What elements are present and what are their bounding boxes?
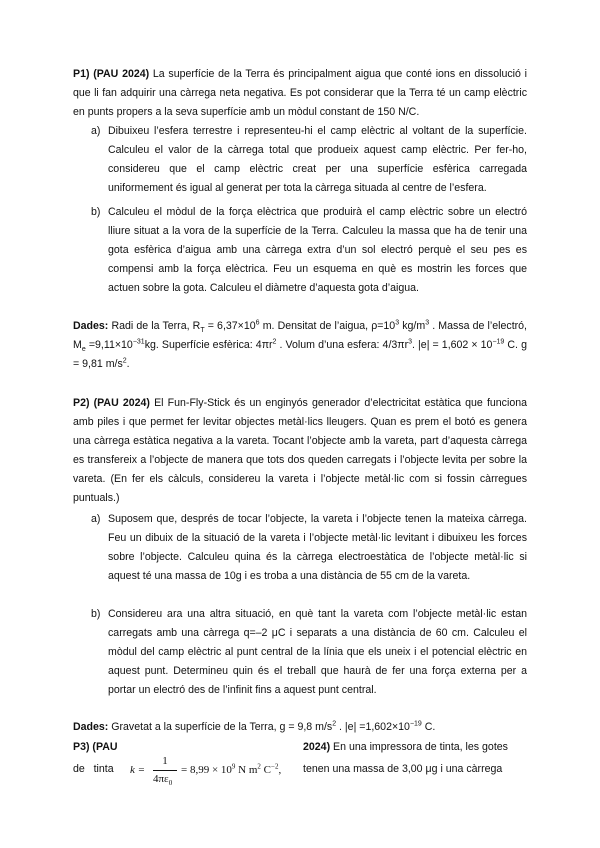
p2-dades [73, 718, 527, 737]
p2-item-b-label: b) [91, 608, 101, 620]
p3-heading-left [73, 738, 118, 757]
p3-heading: P3) (PAU [73, 741, 118, 753]
p2-dades-label: Dades: [73, 721, 109, 733]
p2-dades-part: C. [421, 721, 436, 733]
p1-intro-text: La superfície de la Terra és principalment aigua que conté ions en dissolució i que li fan adquirir una càrrega neta negativa. Es pot considerar que la Terra té un camp elèctric en punts propers a la seva superfície amb un mòdul constant de 150 N/C. [73, 68, 527, 119]
p1-dades [73, 317, 527, 374]
p3-line2-right: tenen una massa de 3,00 μg i una càrrega [303, 763, 503, 775]
p1-dades-part: =9,11×10 [85, 339, 133, 352]
p2-dades-part: 2 [332, 720, 337, 728]
p2-dades-part: . |e| =1,602×10 [336, 721, 410, 733]
formula-units2: C [260, 764, 272, 776]
p1-dades-part: kg. Superfície esfèrica: 4πr [144, 339, 273, 352]
p1-item-b-label: b) [91, 206, 101, 218]
p1-dades-part: 2 [272, 338, 277, 346]
p1-dades-part: . Massa de l’electró, M [73, 320, 528, 352]
p3-line1 [303, 738, 527, 757]
p2-intro [73, 394, 527, 509]
p1-heading: P1) (PAU 2024) [73, 68, 150, 80]
p1-dades-part: 3 [425, 319, 430, 327]
p1-dades-part: . |e| = 1,602 × 10 [412, 339, 493, 352]
p1-dades-part: 6 [255, 319, 260, 327]
formula-comma: , [278, 764, 282, 776]
p1-dades-part: 3 [408, 338, 413, 346]
p1-dades-part: . [126, 358, 130, 371]
p1-dades-part: kg/m [399, 320, 426, 332]
fraction-bar [153, 770, 177, 771]
formula-units-exp2: −2 [271, 762, 279, 771]
formula-units-exp1: 2 [257, 762, 261, 771]
formula-den-sub: 0 [168, 779, 173, 788]
formula-rhs-exp: 9 [231, 762, 236, 771]
formula-rhs-text: = 8,99 × 10 [181, 764, 232, 776]
p1-item-b [93, 203, 527, 298]
p2-dades-part: −19 [409, 720, 422, 728]
p1-dades-part: = 6,37×10 [204, 320, 256, 332]
formula-den-text: 4πε [153, 773, 169, 785]
p1-dades-text: Radi de la Terra, R [108, 320, 201, 332]
p1-dades-part: e [81, 346, 86, 354]
p1-dades-label: Dades: [73, 320, 109, 332]
p2-dades-part: Gravetat a la superfície de la Terra, g = 9,8 m/s [108, 721, 333, 733]
formula-units: N m [235, 764, 258, 776]
p2-intro-text: El Fun-Fly-Stick és un enginyós generador d’electricitat estàtica que funciona amb piles i que permet fer levitar objectes metàl·lics lleugers. Quan es prem el botó es genera una càrrega estàtica negativa a la vareta. Tocant l’objecte amb la vareta, part d’aquesta càrrega es transfereix a l’objecte de manera que tots dos queden carregats i l’objecte levita per sobre la vareta. (En fer els càlculs, considereu la vareta i l’objecte metàl·lic com si fossin càrregues puntuals.) [73, 397, 527, 505]
p1-item-a [93, 122, 527, 198]
p1-dades-part: m. Densitat de l’aigua, ρ=10 [259, 320, 396, 332]
p1-dades-part: −31 [132, 338, 145, 346]
p2-item-b [93, 605, 527, 700]
formula-numerator: 1 [162, 755, 168, 767]
p2-item-a-text: Suposem que, després de tocar l’objecte, la vareta i l’objecte tenen la mateixa càrrega. Feu un dibuix de la situació de la vareta i l’objecte metàl·lic levitant i dibuixeu les forces sobre l’objecte. Calculeu quina és la càrrega electroestàtica de l’objecte metàl·lic si aquest té una massa de 10g i es troba a una distància de 55 cm de la vareta. [108, 513, 527, 583]
p1-dades-part: 2 [122, 357, 127, 365]
p2-item-a-label: a) [91, 513, 101, 525]
p2-item-a [93, 510, 527, 586]
p1-item-a-label: a) [91, 125, 101, 137]
formula-denominator [153, 773, 173, 788]
p2-item-b-text: Considereu ara una altra situació, en què tant la vareta com l’objecte metàl·lic estan carregats amb una càrrega q=–2 μC i separats a una distància de 60 cm. Calculeu el mòdul del camp elèctric al punt central de la línia que els uneix i el potencial elèctric en aquest punt. Determineu quin és el treball que haurà de fer una força externa per a portar un electró des de l’infinit fins a aquest punt central. [108, 608, 527, 697]
p1-dades-part: 3 [395, 319, 400, 327]
coulomb-constant-formula [130, 757, 290, 791]
p1-item-a-text: Dibuixeu l’esfera terrestre i representeu-hi el camp elèctric al voltant de la superfície. Calculeu el valor de la càrrega total que produeix aquest camp elèctric. Per fer-ho, considereu que el camp elèctric creat per una superfície esfèrica carregada uniformement és igual al generat per tota la càrrega situada al centre de l’esfera. [108, 125, 527, 195]
p1-dades-part: −19 [492, 338, 505, 346]
p3-line1-text: En una impressora de tinta, les gotes [330, 741, 508, 753]
p1-dades-part: C. g = 9,81 m/s [73, 339, 527, 371]
p3-line2-left: de tinta [73, 763, 114, 775]
p1-dades-part: . Volum d’una esfera: 4/3πr [276, 339, 409, 352]
formula-rhs [181, 764, 281, 776]
p1-dades-part: T [200, 327, 205, 335]
formula-k: k = [130, 764, 146, 776]
p1-item-b-text: Calculeu el mòdul de la força elèctrica que produirà el camp elèctric sobre un electró lliure situat a la vora de la superfície de la Terra. Calculeu la massa que ha de tenir una gota esfèrica d’aigua amb una càrrega extra d’un sol electró perquè el seu pes es compensi amb la força elèctrica. Feu un esquema en què es mostrin les forces que actuen sobre la gota. Calculeu el diàmetre d’aquesta gota d’aigua. [108, 206, 527, 295]
p3-heading-year: 2024) [303, 741, 331, 753]
p1-intro [73, 65, 527, 122]
p2-heading: P2) (PAU 2024) [73, 397, 150, 409]
